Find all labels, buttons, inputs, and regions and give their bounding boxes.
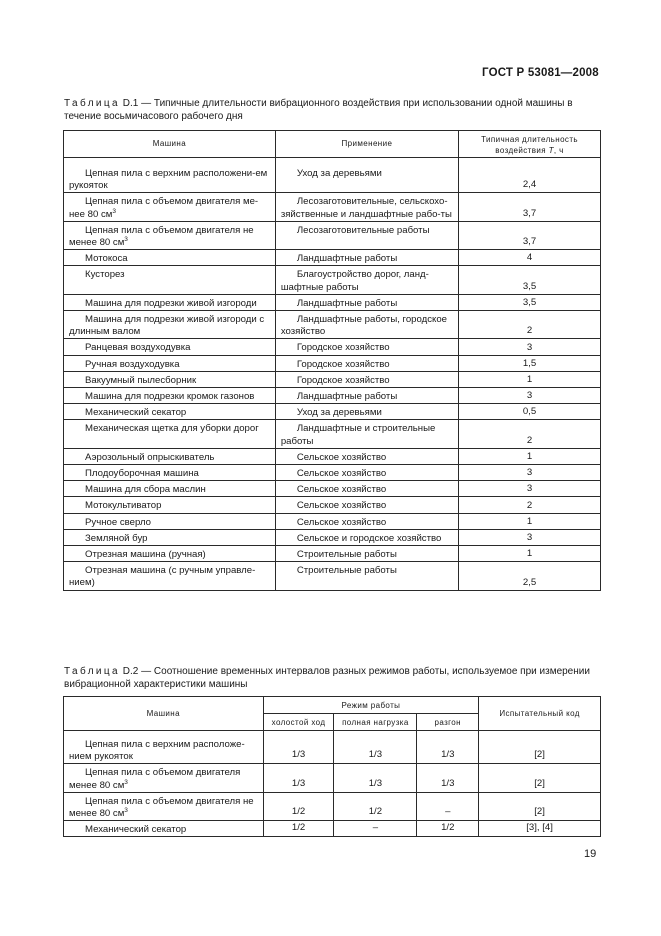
table-d1-cell-use-text: Лесозаготовительные, сельскохо-зяйственные и ландшафтные рабо-ты [280,196,452,220]
table-d2-cell-test-code-text: [2] [534,749,545,761]
table-d2-cell-machine-text: Цепная пила с объемом двигателя не менее 80 см [69,795,254,820]
table-d2-cell-acceleration-text: 1/3 [441,777,455,789]
table-d1-header-row [64,131,601,158]
table-d2-cell-test-code-text: [2] [534,806,545,818]
table-d1-row [64,165,601,193]
table-d1-cell-duration-text: 1 [526,374,533,386]
table-d1-row [64,371,601,387]
table-d1-cell-duration [459,339,601,355]
table-d1-row [64,529,601,545]
table-d1-cell-use [275,529,458,545]
table-d1-cell-duration [459,465,601,481]
table-d1-cell-duration-text: 3 [526,341,533,353]
table-d1-cell-duration [459,311,601,339]
table-d1-cell-use [275,371,458,387]
table-d1-cell-use [275,465,458,481]
table-d1-cell-machine-text: Ранцевая воздуходувка [85,342,191,354]
table-d1-cell-duration [459,355,601,371]
table-d1-header-duration-text: Типичная длительность воздействия [481,134,578,155]
table-d1-cell-duration [459,193,601,221]
table-d2-cell-full-load [334,792,417,820]
table-d1-row [64,546,601,562]
table-d1-cell-use [275,250,458,266]
table-d1-row [64,562,601,590]
table-d1-cell-duration-text: 0,5 [522,406,537,418]
table-d2-header-acceleration: разгон [417,714,479,731]
table-d1-cell-duration-text: 1,5 [522,357,537,369]
table-d1-cell-duration-text: 2,4 [522,179,537,191]
table-d1-cell-use [275,355,458,371]
table-d1-cell-machine-text: Земляной бур [85,532,148,544]
table-d1-cell-machine [64,546,276,562]
table-d1-cell-use [275,193,458,221]
table-d1-cell-duration-text: 4 [526,252,533,264]
table-d1-cell-machine [64,355,276,371]
table-d1-cell-use [275,388,458,404]
table-d1-cell-duration-text: 2 [526,434,533,446]
table-d1-cell-duration-text: 1 [526,548,533,560]
table-d2-caption-prefix: Таблица [64,666,121,677]
table-d1-cell-machine [64,193,276,221]
table-d1-cell-machine [64,562,276,590]
table-d1-cell-machine [64,404,276,420]
table-d1-cell-machine [64,165,276,193]
table-d1-cell-machine-text: Мотокоса [85,253,128,265]
table-d1-cell-duration-text: 1 [526,515,533,527]
table-d1-cell-machine-text: Цепная пила с верхним расположени-ем рукояток [69,168,268,192]
table-d1-cell-use-text: Сельское хозяйство [296,468,387,480]
table-d1-cell-duration [459,481,601,497]
table-d2-cell-acceleration [417,736,479,764]
table-d1-cell-use [275,311,458,339]
table-d2-cell-idle [263,764,334,792]
table-d1-cell-machine-text: Ручная воздуходувка [85,358,180,370]
table-d1-cell-machine [64,513,276,529]
table-d1-cell-use-text: Сельское и городское хозяйство [296,532,442,544]
table-d1-cell-use-text: Ландшафтные работы [296,297,398,309]
table-d2-row [64,821,601,837]
table-d2-header-idle: холостой ход [263,714,334,731]
table-d1-cell-duration [459,388,601,404]
table-d1-cell-duration [459,294,601,310]
table-d2-cell-test-code [479,821,601,837]
table-d1-cell-duration-text: 3,7 [522,207,537,219]
table-d2-row [64,792,601,820]
table-d1-cell-machine [64,481,276,497]
table-d1-cell-duration [459,420,601,448]
table-d1-row [64,193,601,221]
table-d2-cell-idle-text: 1/2 [291,806,306,818]
table-d1-row [64,266,601,294]
table-d1-cell-use [275,266,458,294]
table-d1-cell-use-text: Сельское хозяйство [296,451,387,463]
table-d2-cell-full-load [334,736,417,764]
table-d1-header-machine: Машина [64,131,276,158]
table-d1-cell-use-text: Городское хозяйство [296,358,390,370]
table-d1-cell-duration [459,371,601,387]
table-d1-cell-duration [459,404,601,420]
table-d1-cell-use-text: Уход за деревьями [296,168,382,179]
page-number: 19 [584,848,597,860]
table-d1-cell-machine [64,221,276,249]
document-code: ГОСТ Р 53081—2008 [482,67,599,79]
table-d1-cell-machine-text: Машина для подрезки живой изгороди с длинным валом [69,314,265,338]
table-d1-cell-use [275,420,458,448]
table-d1-cell-machine-superscript: 3 [112,207,116,215]
table-d1-cell-machine-text: Вакуумный пылесборник [85,374,197,386]
table-d1-cell-use [275,221,458,249]
table-d1-spacer-row [64,158,601,166]
table-d1-cell-machine-text: Механическая щетка для уборки дорог [85,423,259,435]
table-d1-caption [64,98,604,123]
table-d2-header-test-code: Испытательный код [479,697,601,731]
table-d1-cell-machine [64,339,276,355]
table-d1-cell-use-text: Сельское хозяйство [296,484,387,496]
table-d1-cell-use [275,165,458,193]
table-d1-cell-duration [459,562,601,590]
table-d2-cell-acceleration [417,792,479,820]
table-d1-cell-machine [64,250,276,266]
table-d2-cell-test-code-text: [2] [534,777,545,789]
table-d1-cell-use [275,513,458,529]
table-d1-header-duration-symbol: T [548,145,554,155]
table-d2-header-row-1 [64,697,601,714]
table-d2-cell-acceleration-text: 1/2 [441,822,455,834]
table-d1-cell-machine [64,371,276,387]
table-d1-row [64,465,601,481]
table-d2-cell-machine [64,821,264,837]
table-d1-cell-machine [64,529,276,545]
table-d2-row [64,736,601,764]
table-d1-cell-use-text: Ландшафтные работы [296,391,398,403]
table-d1-cell-use-text: Лесозаготовительные работы [296,224,430,236]
table-d1-row [64,355,601,371]
table-d2-cell-machine-superscript: 3 [124,807,128,815]
table-d2-cell-idle [263,821,334,837]
table-d1-row [64,311,601,339]
table-d1-cell-duration [459,250,601,266]
table-d1-row [64,294,601,310]
table-d2-cell-acceleration [417,821,479,837]
table-d1-cell-duration [459,513,601,529]
table-d2-cell-machine [64,792,264,820]
table-d1-cell-duration [459,221,601,249]
table-d2-cell-idle-text: 1/2 [291,822,306,834]
table-d1-cell-machine-text: Цепная пила с объемом двигателя ме-нее 80 см [69,196,259,220]
table-d1-cell-machine-text: Цепная пила с объемом двигателя не менее 80 см [69,224,254,249]
table-d2-header-machine: Машина [64,697,264,731]
table-d1-cell-machine-text: Кусторез [85,269,125,281]
table-d1-cell-machine [64,465,276,481]
table-d1-cell-duration [459,546,601,562]
table-d2-cell-full-load-text: – [372,822,379,834]
table-d1-cell-use [275,497,458,513]
table-d2-cell-full-load-text: 1/3 [368,749,383,761]
table-d1-cell-machine [64,311,276,339]
table-d1-header-duration [459,131,601,158]
table-d1-cell-machine [64,448,276,464]
table-d2-cell-full-load-text: 1/3 [368,777,383,789]
table-d1-cell-use [275,481,458,497]
table-d2-cell-test-code [479,736,601,764]
table-d1-cell-machine [64,294,276,310]
table-d2-cell-test-code [479,792,601,820]
table-d2-cell-full-load-text: 1/2 [368,806,383,818]
table-d1-cell-use-text: Сельское хозяйство [296,500,387,512]
table-d1-cell-use [275,448,458,464]
table-d1-cell-duration [459,497,601,513]
table-d1-cell-duration-text: 3,5 [522,297,537,309]
table-d1-cell-use-text: Ландшафтные работы [296,253,398,265]
table-d1-cell-machine-superscript: 3 [124,236,128,244]
table-d1-row [64,221,601,249]
table-d1-cell-use-text: Благоустройство дорог, ланд-шафтные работы [280,269,429,293]
table-d1-cell-use-text: Сельское хозяйство [296,516,387,528]
table-d1-cell-use-text: Ландшафтные работы, городское хозяйство [280,314,448,338]
table-d1-cell-machine-text: Аэрозольный опрыскиватель [85,451,215,463]
table-d2-cell-test-code [479,764,601,792]
table-d1-cell-use-text: Ландшафтные и строительные работы [280,423,436,447]
table-d1-cell-use [275,546,458,562]
table-d2-cell-idle-text: 1/3 [291,749,306,761]
table-d2-cell-machine-text: Механический секатор [85,824,187,836]
table-d2-caption-text: D.2 — Соотношение временных интервалов разных режимов работы, используемое при измерении вибрационной характеристики машины [64,666,590,690]
table-d1-cell-duration [459,165,601,193]
table-d2-caption [64,666,604,691]
table-d1-cell-duration-text: 2,5 [522,576,537,588]
table-d2-cell-idle [263,792,334,820]
table-d1-row [64,250,601,266]
table-d1-row [64,339,601,355]
table-d1-caption-prefix: Таблица [64,98,121,109]
table-d2-header-full-load: полная нагрузка [334,714,417,731]
table-d1-cell-use [275,294,458,310]
table-d2-cell-machine-superscript: 3 [124,778,128,786]
table-d1-cell-duration [459,529,601,545]
table-d1-cell-use-text: Строительные работы [296,565,397,577]
table-d2-cell-machine-text: Цепная пила с верхним расположе-нием рукояток [69,739,245,763]
table-d1-header-duration-unit: , ч [553,145,564,155]
table-d1-cell-duration-text: 2 [526,325,533,337]
table-d1-cell-machine-text: Отрезная машина (ручная) [85,549,206,561]
table-d1-cell-duration-text: 1 [526,451,533,463]
table-d1-cell-machine-text: Машина для сбора маслин [85,484,206,496]
table-d1-row [64,513,601,529]
table-d1-cell-duration-text: 3 [526,532,533,544]
table-d1-caption-text: D.1 — Типичные длительности вибрационного воздействия при использовании одной машины в течение восьмичасового рабочего дня [64,98,573,122]
table-d1-cell-machine-text: Мотокультиватор [85,500,162,512]
table-d2-cell-test-code-text: [3], [4] [526,822,553,834]
table-d1-cell-machine-text: Механический секатор [85,407,187,419]
table-d1-cell-machine [64,266,276,294]
table-d2-cell-idle [263,736,334,764]
table-d1-cell-machine-text: Машина для подрезки кромок газонов [85,391,255,403]
table-d2-cell-idle-text: 1/3 [291,777,306,789]
table-d2-cell-acceleration [417,764,479,792]
table-d1-cell-duration-text: 3,5 [522,280,537,292]
table-d1-cell-duration [459,266,601,294]
table-d1-cell-machine-text: Отрезная машина (с ручным управле-нием) [69,565,256,589]
table-d1-row [64,388,601,404]
table-d1-row [64,420,601,448]
table-d1-cell-use-text: Уход за деревьями [296,407,382,419]
table-d1-cell-use-text: Городское хозяйство [296,374,390,386]
table-d2-row [64,764,601,792]
table-d2-header-mode: Режим работы [263,697,479,714]
table-d1-cell-duration-text: 3 [526,483,533,495]
table-d1-cell-use-text: Городское хозяйство [296,342,390,354]
table-d2-cell-full-load [334,821,417,837]
table-d1-cell-use [275,339,458,355]
table-d1-cell-duration-text: 3 [526,467,533,479]
table-d2 [63,696,601,837]
table-d2-cell-machine-text: Цепная пила с объемом двигателя менее 80 см [69,767,241,791]
table-d1-row [64,481,601,497]
table-d1-row [64,448,601,464]
table-d2-cell-machine [64,764,264,792]
table-d1-row [64,404,601,420]
table-d1-cell-machine-text: Ручное сверло [85,516,151,528]
table-d1-cell-duration [459,448,601,464]
table-d2-cell-acceleration-text: 1/3 [441,749,455,761]
table-d2-cell-full-load [334,764,417,792]
table-d2-cell-machine [64,736,264,764]
table-d1-cell-machine-text: Плодоуборочная машина [85,468,199,480]
table-d1-cell-duration-text: 3,7 [522,236,537,248]
table-d1 [63,130,601,591]
table-d1-cell-duration-text: 2 [526,499,533,511]
table-d1-cell-use [275,404,458,420]
table-d2-cell-acceleration-text: – [445,806,451,818]
table-d1-cell-machine [64,420,276,448]
table-d1-cell-machine-text: Машина для подрезки живой изгороди [85,297,257,309]
table-d1-cell-duration-text: 3 [526,390,533,402]
table-d1-cell-use-text: Строительные работы [296,549,397,561]
table-d1-cell-use [275,562,458,590]
table-d1-cell-machine [64,388,276,404]
table-d1-row [64,497,601,513]
table-d1-cell-machine [64,497,276,513]
table-d1-header-use: Применение [275,131,458,158]
